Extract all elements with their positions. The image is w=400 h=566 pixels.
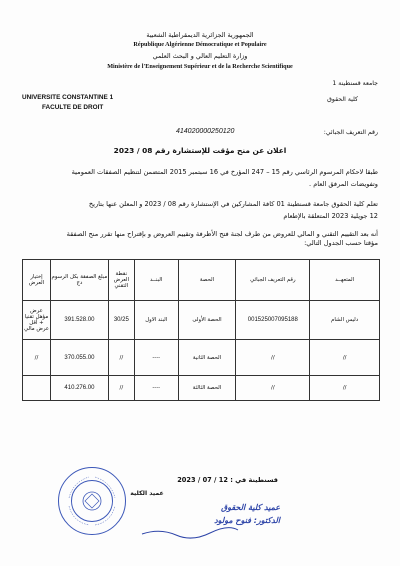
award-table <box>22 259 380 401</box>
signatory-title: عميد الكلية <box>130 490 164 497</box>
header-tech-score: نقطة العرض التقني <box>108 260 134 301</box>
faculty-ar: كلية الحقوق <box>327 96 358 103</box>
cell-bidder: // <box>310 340 380 376</box>
cell-amount: 370.055.00 <box>51 340 109 376</box>
cell-item: البند الاول <box>134 301 178 340</box>
university-ar: جامعة قسنطينة 1 <box>332 80 378 87</box>
cell-tech-score: // <box>108 376 134 401</box>
cell-bidder: // <box>310 376 380 401</box>
header-selection: إختيار العرض <box>23 260 51 301</box>
paragraph-line: مؤقتا حسب الجدول التالي: <box>304 239 378 247</box>
announcement-title: اعلان عن منح مؤقت للإستشارة رقم 08 / 2023 <box>113 146 287 155</box>
cell-lot: الحصة الثالثة <box>178 376 236 401</box>
paragraph-line: تعلم كلية الحقوق جامعة قسنطينة 01 كافة المشاركين في الإستشارة رقم 08 / 2023 و المعلن عنها بتاريخ <box>88 200 378 208</box>
table-row <box>23 301 380 340</box>
republic-fr: République Algérienne Démocratique et Populaire <box>133 41 267 48</box>
cell-lot: الحصة الأولى <box>178 301 236 340</box>
cell-selection: عرض مؤهل تقنيا + أقل عرض مالي <box>23 301 51 340</box>
tax-id-value: 414020000250120 <box>176 128 235 135</box>
stamp-emblem-icon <box>59 468 125 534</box>
ministry-ar: وزارة التعليم العالي و البحث العلمي <box>152 52 248 60</box>
cell-tax-id: // <box>236 376 310 401</box>
paragraph-line: طبقا لاحكام المرسوم الرئاسي رقم 15 – 247 المؤرخ في 16 سبتمبر 2015 المتضمن لتنظيم الصفقات العمومية <box>71 168 378 176</box>
cell-tax-id: 001525007095188 <box>236 301 310 340</box>
cell-tax-id: // <box>236 340 310 376</box>
cell-selection <box>23 376 51 401</box>
table-row <box>23 340 380 376</box>
cell-amount: 410.276.00 <box>51 376 109 401</box>
header-lot: الحصة <box>178 260 236 301</box>
header-bidder: المتعهــد <box>310 260 380 301</box>
paragraph-decree <box>18 168 378 189</box>
university-fr: UNIVERSITE CONSTANTINE 1 <box>22 94 114 101</box>
official-stamp <box>58 467 126 535</box>
signature-name-line1: عميد كلية الحقوق <box>221 503 280 512</box>
cell-tech-score: // <box>108 340 134 376</box>
table-row <box>23 376 380 401</box>
republic-ar: الجمهورية الجزائرية الديمقراطية الشعبية <box>146 31 254 39</box>
cell-lot: الحصة الثانية <box>178 340 236 376</box>
paragraph-line: 12 جويلية 2023 المتعلقة بالإطعام <box>283 212 378 220</box>
paragraph-line: أنه بعد التقييم التقني و المالي للعروض من طرف لجنة فتح الأظرفة وتقييم العروض و بإقتراح منها تقرر منح الصفقة <box>66 230 378 238</box>
header-tax-id: رقم التعريف الجبائي <box>236 260 310 301</box>
header-item: البنــد <box>134 260 178 301</box>
paragraph-notice <box>18 200 378 221</box>
cell-item: ---- <box>134 340 178 376</box>
paragraph-evaluation <box>18 230 378 248</box>
ministry-fr: Ministère de l'Enseignement Supérieur et de la Recherche Scientifique <box>107 63 293 70</box>
signature-scribble-icon <box>140 526 240 540</box>
cell-selection: // <box>23 340 51 376</box>
faculty-fr: FACULTE DE DROIT <box>42 104 104 111</box>
cell-amount: 391.528.00 <box>51 301 109 340</box>
signature-name-line2: الدكتور: فنوح مولود <box>214 516 280 525</box>
header-amount: مبلغ الصفقة بكل الرسوم دج <box>51 260 109 301</box>
table-header-row <box>23 260 380 301</box>
tax-id-label: رقم التعريف الجبائي: <box>323 129 378 136</box>
cell-bidder: دليس الشام <box>310 301 380 340</box>
cell-tech-score: 30/25 <box>108 301 134 340</box>
place-date: قسنطينة في : 12 / 07 / 2023 <box>177 476 278 484</box>
cell-item: ---- <box>134 376 178 401</box>
paragraph-line: وتفويضات المرفق العام . <box>309 180 378 188</box>
